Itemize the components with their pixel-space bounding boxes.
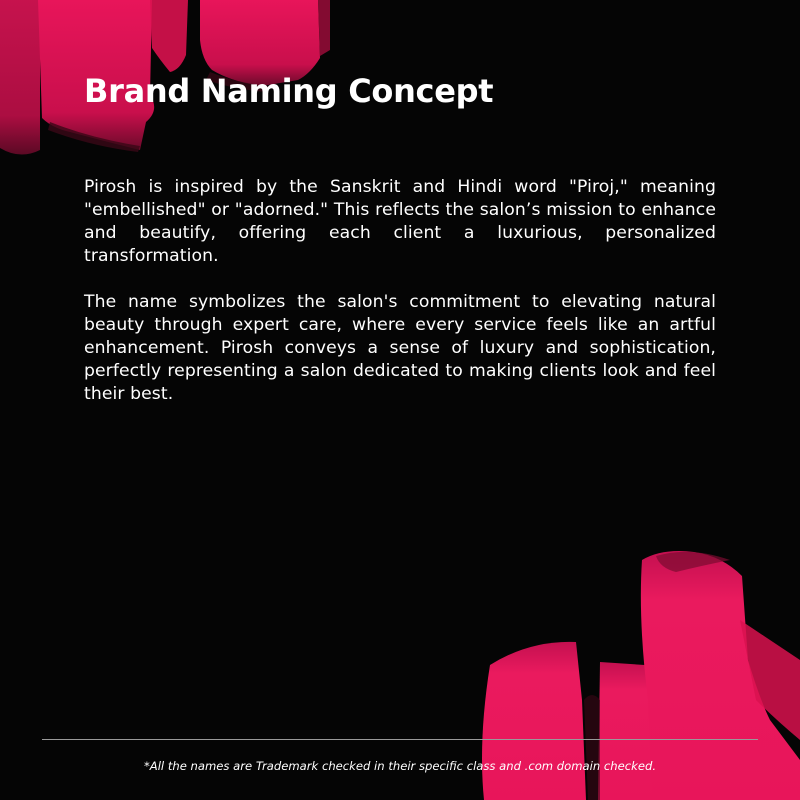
footer-divider (42, 739, 758, 740)
trademark-footnote: *All the names are Trademark checked in their specific class and .com domain checked. (143, 759, 657, 773)
paragraph-meaning: The name symbolizes the salon's commitment to elevating natural beauty through expert care, where every service feels like an artful enhancement. Pirosh conveys a sense of luxury and sophistication, perfectly representing a salon dedicated to making clients look and feel their best. (84, 292, 716, 404)
page-title: Brand Naming Concept (84, 72, 494, 110)
paragraph-origin: Pirosh is inspired by the Sanskrit and Hindi word "Piroj," meaning "embellished" or "adorned." This reflects the salon’s mission to enhance and beautify, offering each client a luxurious, personalized transformation. (84, 177, 716, 266)
body-text (84, 176, 716, 429)
